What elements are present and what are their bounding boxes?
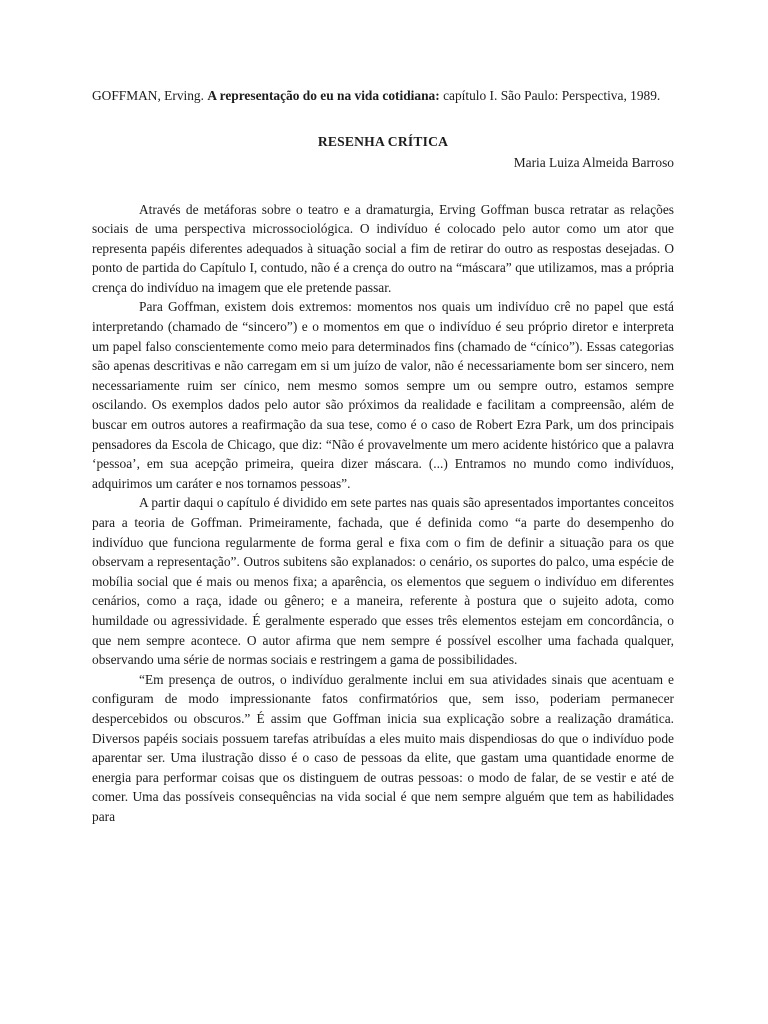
paragraph-1: Através de metáforas sobre o teatro e a dramaturgia, Erving Goffman busca retratar as relações sociais de uma perspectiva microssociológica. O indivíduo é colocado pelo autor como um ator que representa papéis diferentes adequados à situação social a fim de retirar do outro as respostas desejadas. O ponto de partida do Capítulo I, contudo, não é a crença do outro na “máscara” que utilizamos, mas a própria crença do indivíduo na imagem que ele pretende passar.: [92, 201, 674, 295]
review-author: Maria Luiza Almeida Barroso: [513, 154, 674, 170]
review-title: RESENHA CRÍTICA: [317, 133, 449, 149]
document-page: [92, 86, 674, 827]
citation-book-title: A representação do eu na vida cotidiana:: [207, 88, 440, 103]
citation-author: GOFFMAN, Erving.: [92, 88, 204, 103]
bibliographic-citation: [92, 86, 674, 106]
review-body: [92, 200, 674, 827]
citation-publication-info: capítulo I. São Paulo: Perspectiva, 1989.: [443, 88, 661, 103]
paragraph-3: A partir daqui o capítulo é dividido em sete partes nas quais são apresentados importantes conceitos para a teoria de Goffman. Primeiramente, fachada, que é definida como “a parte do desempenho do indivíduo que funciona regularmente de forma geral e fixa com o fim de definir a situação para os que observam a representação”. Outros subitens são explanados: o cenário, os suportes do palco, uma espécie de mobília social que é mais ou menos fixa; a aparência, os elementos que seguem o indivíduo em diferentes cenários, como a raça, idade ou gênero; e a maneira, referente à postura que o sujeito adota, como humildade ou agressividade. É geralmente esperado que esses três elementos estejam em concordância, o que nem sempre acontece. O autor afirma que nem sempre é possível escolher uma fachada qualquer, observando uma série de normas sociais e restringem a gama de possibilidades.: [92, 495, 674, 668]
paragraph-4: “Em presença de outros, o indivíduo geralmente inclui em sua atividades sinais que acentuam e configuram de modo impressionante fatos confirmatórios que, sem isso, poderiam permanecer despercebidos ou obscuros.” É assim que Goffman inicia sua explicação sobre a realização dramática. Diversos papéis sociais possuem tarefas atribuídas a eles muito mais dispendiosas do que o indivíduo pode aparentar ser. Uma ilustração disso é o caso de pessoas da elite, que gastam uma quantidade enorme de energia para performar coisas que os distinguem de outras pessoas: o modo de falar, de se vestir e até de comer. Uma das possíveis consequências na vida social é que nem sempre alguém que tem as habilidades para: [92, 671, 674, 824]
paragraph-2: Para Goffman, existem dois extremos: momentos nos quais um indivíduo crê no papel que está interpretando (chamado de “sincero”) e o momentos em que o indivíduo é seu próprio diretor e interpreta um papel falso conscientemente como meio para determinados fins (chamado de “cínico”). Essas categorias são apenas descritivas e não carregam em si um juízo de valor, não é necessariamente bom ser sincero, nem necessariamente ruim ser cínico, nem mesmo somos sempre um ou sempre outro, estamos sempre oscilando. Os exemplos dados pelo autor são próximos da realidade e facilitam a compreensão, além de buscar em outros autores a reafirmação da sua tese, como é o caso de Robert Ezra Park, um dos principais pensadores da Escola de Chicago, que diz: “Não é provavelmente um mero acidente histórico que a palavra ‘pessoa’, em sua acepção primeira, queira dizer máscara. (...) Entramos no mundo como indivíduos, adquirimos um caráter e nos tornamos pessoas”.: [92, 299, 674, 491]
